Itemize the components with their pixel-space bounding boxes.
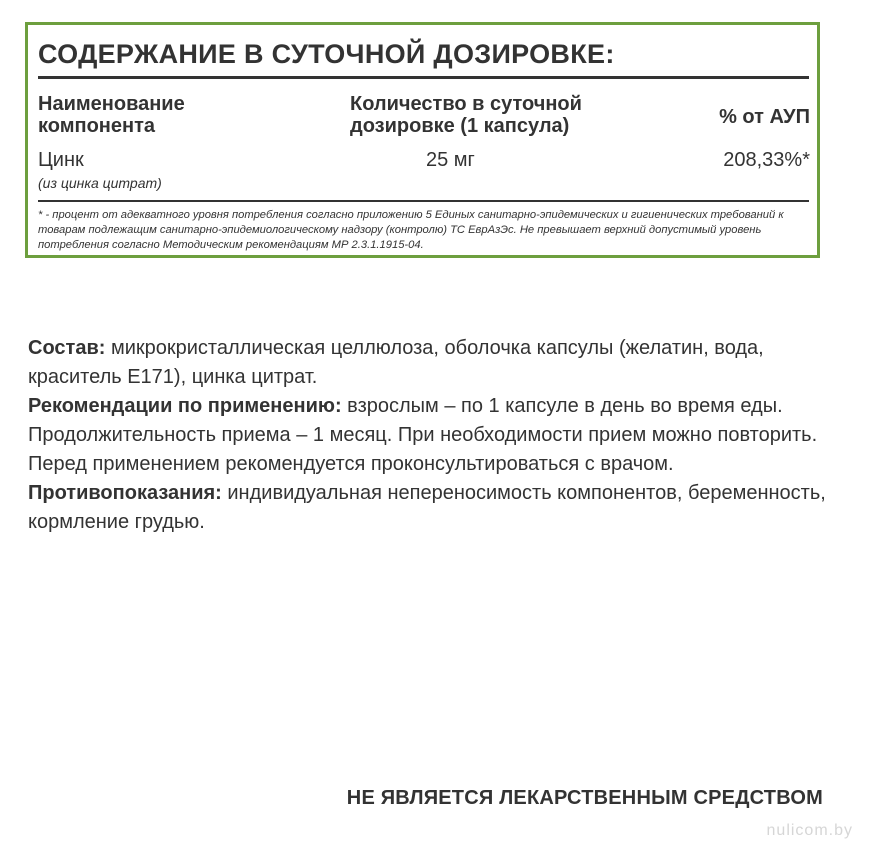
contraindications-label: Противопоказания:	[28, 482, 222, 504]
footnote-divider	[38, 200, 809, 202]
product-info	[28, 334, 828, 537]
panel-title: СОДЕРЖАНИЕ В СУТОЧНОЙ ДОЗИРОВКЕ:	[38, 39, 615, 69]
column-header-amount	[350, 93, 582, 137]
column-header-name-line1: Наименование	[38, 93, 185, 115]
contraindications-paragraph	[28, 479, 828, 537]
component-amount: 25 мг	[426, 149, 475, 171]
contraindications-text: индивидуальная непереносимость компонентов, беременность, кормление грудью.	[28, 482, 826, 533]
column-header-amount-line1: Количество в суточной	[350, 93, 582, 115]
usage-label: Рекомендации по применению:	[28, 395, 342, 417]
column-header-amount-line2: дозировке (1 капсула)	[350, 115, 570, 137]
column-header-name-line2: компонента	[38, 115, 155, 137]
composition-text: микрокристаллическая целлюлоза, оболочка капсулы (желатин, вода, краситель Е171), цинка цитрат.	[28, 337, 764, 388]
footnote: * - процент от адекватного уровня потребления согласно приложению 5 Единых санитарно-эпидемических и гигиенических требований к товарам подлежащим санитарно-эпидемиологическому надзору (контролю) ТС ЕврАзЭс. Не превышает верхний допустимый уровень потребления согласно Методическим рекомендациям МР 2.3.1.1915-04.	[38, 209, 784, 251]
column-header-name	[38, 93, 185, 137]
not-a-medicine-notice: НЕ ЯВЛЯЕТСЯ ЛЕКАРСТВЕННЫМ СРЕДСТВОМ	[346, 787, 823, 809]
column-header-rda: % от АУП	[719, 106, 810, 128]
component-rda: 208,33%*	[723, 149, 810, 171]
watermark: nulicom.by	[766, 822, 853, 839]
composition-label: Состав:	[28, 337, 106, 359]
component-name: Цинк	[38, 149, 84, 171]
component-source: (из цинка цитрат)	[38, 175, 162, 191]
dosage-panel	[25, 22, 820, 258]
usage-text: взрослым – по 1 капсуле в день во время еды. Продолжительность приема – 1 месяц. При необходимости прием можно повторить. Перед применением рекомендуется проконсультироваться с врачом.	[28, 395, 818, 475]
header-divider	[38, 76, 809, 79]
composition-paragraph	[28, 334, 828, 392]
usage-paragraph	[28, 392, 828, 479]
